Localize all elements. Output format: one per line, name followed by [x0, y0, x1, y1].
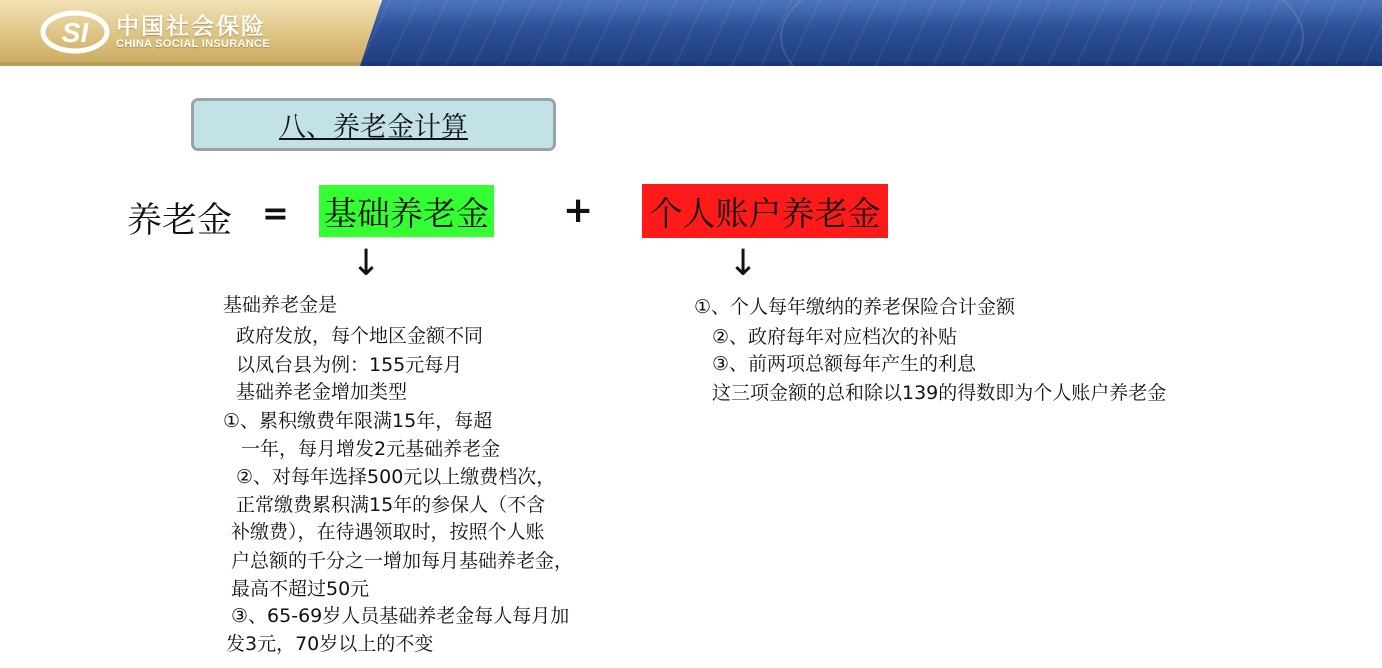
- basic-detail-heading: 基础养老金是: [223, 294, 338, 316]
- formula-plus-sign: +: [563, 190, 594, 231]
- social-insurance-logo-icon: [40, 9, 110, 55]
- formula-pension: 养老金: [127, 201, 233, 241]
- personal-detail-line: ①、个人每年缴纳的养老保险合计金额: [694, 296, 1016, 318]
- basic-detail-line: 一年，每月增发2元基础养老金: [241, 438, 501, 460]
- brand-name-english: CHINA SOCIAL INSURANCE: [116, 38, 270, 50]
- header-divider: [0, 62, 1382, 66]
- formula-basic-pension: 基础养老金: [324, 193, 489, 233]
- formula-basic-pension-box: [319, 185, 494, 237]
- basic-detail-line: 户总额的千分之一增加每月基础养老金，: [231, 550, 574, 572]
- header-banner: [0, 0, 1382, 66]
- basic-detail-line: 发3元，70岁以上的不变: [226, 633, 434, 655]
- formula-personal-account-box: [642, 184, 888, 238]
- basic-detail-line: 正常缴费累积满15年的参保人（不含: [236, 494, 546, 516]
- personal-detail-line: 这三项金额的总和除以139的得数即为个人账户养老金: [712, 382, 1167, 404]
- header-blue-panel: [360, 0, 1382, 66]
- basic-detail-line: 补缴费），在待遇领取时，按照个人账: [231, 521, 545, 543]
- personal-detail-line: ②、政府每年对应档次的补贴: [712, 326, 958, 348]
- personal-detail-line: ③、前两项总额每年产生的利息: [712, 353, 977, 375]
- basic-detail-line: ①、累积缴费年限满15年，每超: [223, 410, 493, 432]
- section-title-box: [191, 98, 556, 151]
- formula-personal-account-pension: 个人账户养老金: [649, 193, 881, 233]
- basic-detail-line: ②、对每年选择500元以上缴费档次，: [236, 466, 556, 488]
- basic-detail-line: 以凤台县为例：155元每月: [236, 354, 463, 376]
- basic-detail-line: 政府发放，每个地区金额不同: [236, 325, 484, 347]
- basic-detail-line: ③、65-69岁人员基础养老金每人每月加: [231, 605, 570, 627]
- section-title: 八、养老金计算: [279, 112, 468, 143]
- basic-detail-line: 基础养老金增加类型: [236, 381, 408, 403]
- formula-equals-sign: =: [262, 194, 289, 232]
- brand-name-chinese: 中国社会保险: [116, 14, 266, 40]
- down-arrow-icon: ↓: [728, 243, 759, 284]
- down-arrow-icon: ↓: [351, 243, 382, 284]
- basic-detail-line: 最高不超过50元: [231, 578, 370, 600]
- logo-letters: SI: [61, 17, 89, 48]
